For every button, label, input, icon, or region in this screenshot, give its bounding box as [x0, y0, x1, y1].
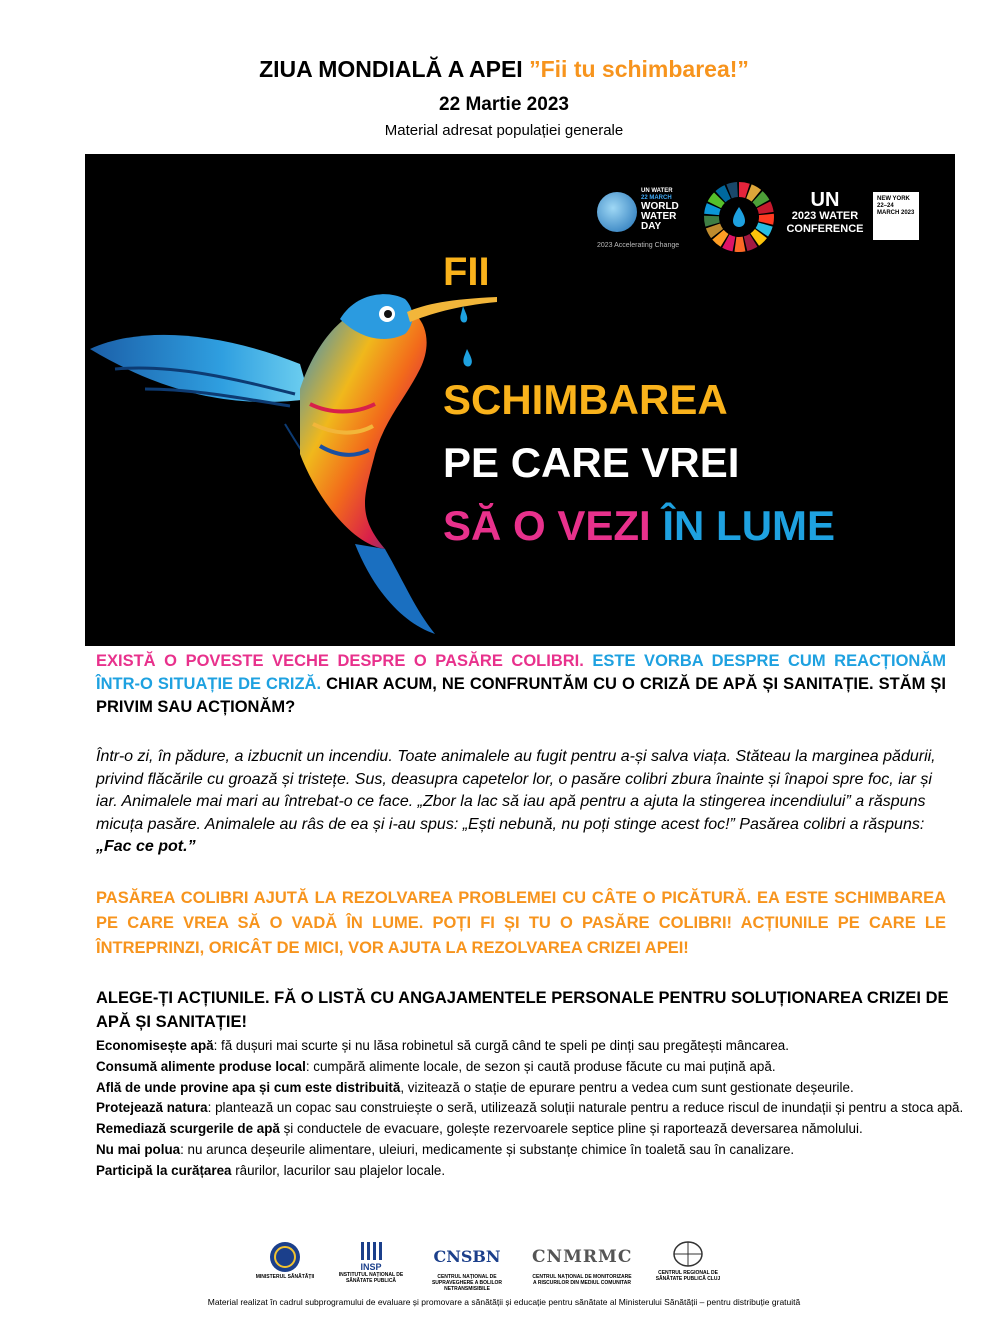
actions-list [96, 1036, 978, 1182]
banner-line-schimbarea: SCHIMBAREA [443, 376, 728, 423]
cluj-public-health-logo: CENTRUL REGIONAL DE SĂNĂTATE PUBLICĂ CLUJ [650, 1240, 726, 1282]
sdg-wheel-segment [759, 214, 774, 225]
partner-logos [250, 1240, 721, 1292]
cnmrmc-logo: CNMRMC CENTRUL NAȚIONAL DE MONITORIZARE A RISCURILOR DIN MEDIUL COMUNITAR [532, 1247, 633, 1286]
list-item: Economisește apă: fă dușuri mai scurte și nu lăsa robinetul să curgă când te speli pe dinți sau pregătești mâncarea. [96, 1038, 789, 1053]
coat-of-arms-icon [268, 1240, 302, 1274]
banner-line-fii: FII [443, 250, 490, 294]
page-title [0, 56, 1008, 83]
world-water-day-logo [595, 184, 691, 254]
un-water-conference-logo: UN 2023 WATER CONFERENCE [786, 189, 864, 235]
list-item: Participă la curățarea râurilor, lacurilor sau plajelor locale. [96, 1162, 446, 1178]
hummingbird-message: PASĂREA COLIBRI AJUTĂ LA REZOLVAREA PROBLEMEI CU CÂTE O PICĂTURĂ. EA ESTE SCHIMBAREA PE CARE VREA SĂ O VADĂ ÎN LUME. POȚI FI ȘI TU O PASĂRE COLIBRI! ACȚIUNILE PE CARE LE ÎNTREPRINZI, ORICÂT DE MICI, VOR AJUTA LA REZOLVAREA CRIZEI APEI! [96, 889, 946, 957]
ministry-of-health-logo: MINISTERUL SĂNĂTĂȚII [250, 1240, 320, 1280]
list-item: Află de unde provine apa și cum este distribuită, vizitează o stație de epurare pentru a vedea cum sunt gestionate deșeurile. [96, 1079, 854, 1095]
wwd-label: UN WATER 22 MARCH WORLD WATER DAY [641, 188, 679, 232]
globe-emblem-icon [671, 1240, 705, 1270]
intro-paragraph: EXISTĂ O POVESTE VECHE DESPRE O PASĂRE COLIBRI. ESTE VORBA DESPRE CUM REACȚIONĂM ÎNTR-O SITUAȚIE DE CRIZĂ. CHIAR ACUM, NE CONFRUNTĂM CU O CRIZĂ DE APĂ ȘI SANITAȚIE. STĂM ȘI PRIVIM SAU ACȚIONĂM? [96, 652, 946, 716]
list-item: Nu mai polua: nu arunca deșeurile alimentare, uleiuri, medicamente și substanțe chimice în toaletă sau în canalizare. [96, 1141, 795, 1157]
list-item: Remediază scurgerile de apă și conductele de evacuare, golește rezervoarele septice pline și raportează deversarea nămolului. [96, 1121, 863, 1137]
sdg-wheel-segment [734, 237, 745, 252]
insp-emblem-icon [356, 1240, 386, 1262]
event-date: 22 Martie 2023 [439, 94, 569, 115]
banner-line-pe-care-vrei: PE CARE VREI [443, 439, 740, 486]
banner-line-sa-o-vezi: SĂ O VEZI ÎN LUME [443, 502, 836, 549]
cnsbn-logo: CNSBN CENTRUL NAȚIONAL DE SUPRAVEGHERE A BOLILOR NETRANSMISIBILE [431, 1247, 503, 1292]
footer-note: Material realizat în cadrul subprogramului de evaluare și promovare a sănătății și educație pentru sănătate al Ministerului Sănătății – pentru distribuție gratuită [207, 1297, 801, 1307]
list-item: Protejează natura: plantează un copac sau construiește o seră, utilizează soluții naturale pentru a reduce riscul de inundații și pentru a stoca apă. [96, 1100, 964, 1116]
story-paragraph: Într-o zi, în pădure, a izbucnit un incendiu. Toate animalele au fugit pentru a-și salva viața. Stăteau la marginea pădurii, privind flăcările cu groază și tristețe. Sus, deasupra capetelor lor, o pasăre colibri zbura înainte și înapoi spre foc, iar și iar. Animalele mai mari au întrebat-o ce face. „Zbor la lac să iau apă pentru a ajuta la stingerea incendiului” a răspuns micuța pasăre. Animalele au râs de ea și i-au spus: „Ești nebună, nu poți stinge acest foc!” Pasărea colibri a răspuns: „Fac ce pot.” [96, 748, 936, 855]
list-item: Consumă alimente produse local: cumpără alimente locale, de sezon și caută produse făcute cu mai puțină apă. [96, 1058, 776, 1074]
sdg-wheel-icon [703, 181, 775, 253]
hummingbird-illustration [85, 154, 505, 646]
campaign-banner [85, 154, 955, 646]
insp-logo: INSP INSTITUTUL NAȚIONAL DE SĂNĂTATE PUBLICĂ [338, 1240, 404, 1284]
title-main: ZIUA MONDIALĂ A APEI [259, 56, 530, 82]
actions-title: ALEGE-ȚI ACȚIUNILE. FĂ O LISTĂ CU ANGAJAMENTELE PERSONALE PENTRU SOLUȚIONAREA CRIZEI DE APĂ ȘI SANITAȚIE! [96, 989, 949, 1031]
audience-note: Material adresat populației generale [384, 122, 624, 139]
title-accent: ”Fii tu schimbarea!” [529, 56, 749, 82]
wwd-subtitle: 2023 Accelerating Change [597, 242, 680, 249]
globe-icon [597, 192, 637, 232]
new-york-badge: NEW YORK 22–24 MARCH 2023 [873, 192, 919, 240]
